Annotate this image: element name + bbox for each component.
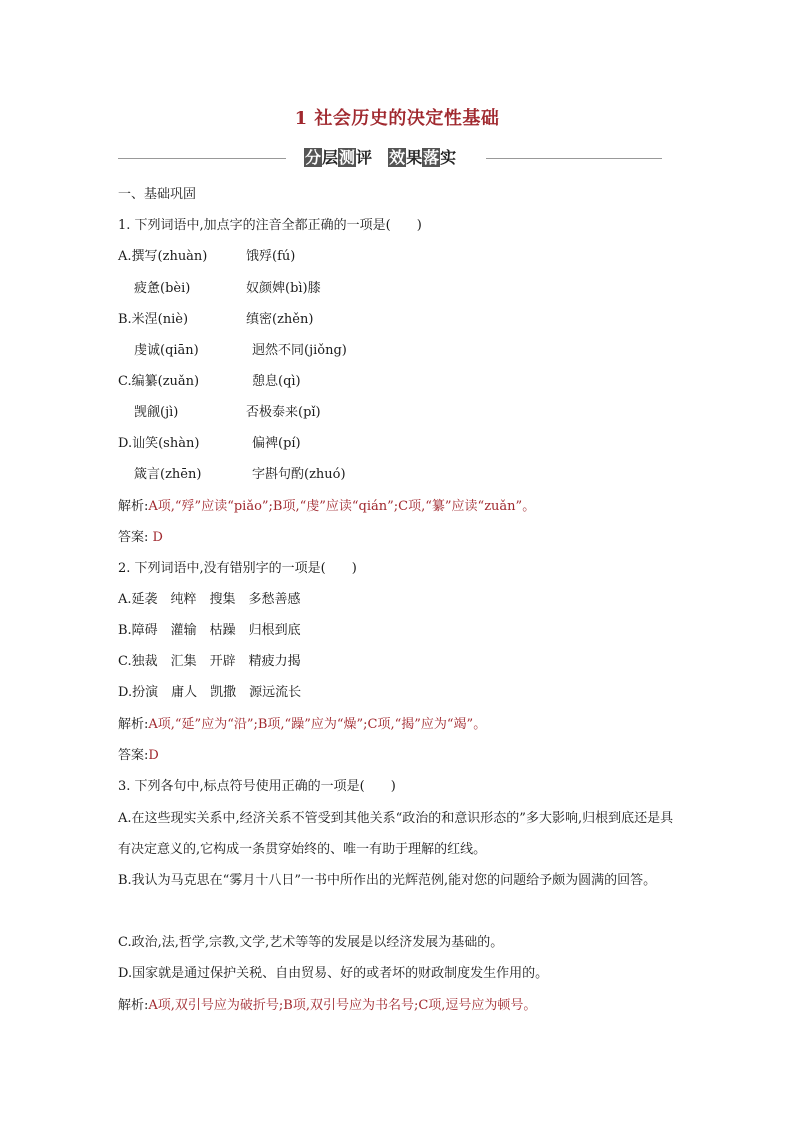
q1-option-c-row1: [118, 373, 678, 391]
q3-stem: 3. 下列各句中,标点符号使用正确的一项是( ): [118, 779, 396, 794]
answer-text: D: [148, 530, 163, 545]
q2-analysis: [118, 716, 678, 734]
analysis-label: 解析:: [118, 499, 149, 514]
q3-option-a: A.在这些现实关系中,经济关系不管受到其他关系“政治的和意识形态的”多大影响,归根到底还是具有决定意义的,它构成一条贯穿始终的、唯一有助于理解的红线。: [118, 811, 674, 857]
q3-option-b: B.我认为马克思在“雾月十八日”一书中所作出的光辉范例,能对您的问题给予颇为圆满的回答。: [118, 873, 657, 888]
banner-char: 层: [322, 148, 339, 167]
q1-option-text: A.撰写(zhuàn): [118, 249, 208, 264]
q1-option-b-row2: [134, 342, 694, 360]
q1-option-text: 箴言(zhēn): [134, 467, 202, 482]
banner-char: 实: [440, 148, 457, 167]
q1-answer: [118, 529, 678, 547]
banner-char-box: 测: [339, 148, 356, 167]
q1-option-text: 疲惫(bèi): [134, 281, 191, 296]
q1-analysis: [118, 498, 678, 516]
page-title: 1 社会历史的决定性基础: [294, 108, 500, 129]
q1-option-d-row1: [118, 435, 678, 453]
answer-text: D: [148, 748, 159, 763]
q2-option-a: A.延袭 纯粹 搜集 多愁善感: [118, 592, 301, 607]
banner-rule-right: [486, 158, 662, 159]
q1-option-text: 否极泰来(pǐ): [246, 405, 321, 420]
banner-char-box: 分: [305, 148, 322, 167]
q1-option-d-row2: [134, 466, 694, 484]
q1-option-text: 饿殍(fú): [246, 249, 296, 264]
q1-option-text: B.米涅(niè): [118, 312, 189, 327]
analysis-text: A项,“延”应为“沿”;B项,“躁”应为“燥”;C项,“揭”应为“竭”。: [148, 717, 487, 732]
q1-option-text: D.讪笑(shàn): [118, 436, 200, 451]
analysis-text: A项,“殍”应读“piǎo”;B项,“虔”应读“qián”;C项,“纂”应读“zuǎn”。: [148, 499, 536, 514]
analysis-label: 解析:: [118, 717, 149, 732]
q1-option-text: 缜密(zhěn): [246, 312, 314, 327]
section-banner: [118, 146, 662, 170]
q1-option-text: 字斟句酌(zhuó): [252, 467, 346, 482]
answer-label: 答案:: [118, 748, 149, 763]
banner-char-box: 落: [423, 148, 440, 167]
analysis-text: A项,双引号应为破折号;B项,双引号应为书名号;C项,逗号应为顿号。: [148, 998, 537, 1013]
q1-option-text: C.编纂(zuǎn): [118, 374, 200, 389]
answer-label: 答案:: [118, 530, 149, 545]
q3-option-d: D.国家就是通过保护关税、自由贸易、好的或者坏的财政制度发生作用的。: [118, 966, 549, 981]
q3-analysis: [118, 997, 678, 1015]
q2-option-d: D.扮演 庸人 凯撒 源远流长: [118, 685, 302, 700]
q1-option-text: 迥然不同(jiǒng): [252, 343, 347, 358]
q2-option-c: C.独裁 汇集 开辟 精疲力揭: [118, 654, 301, 669]
banner-char: 果: [406, 148, 423, 167]
q3-option-c: C.政治,法,哲学,宗教,文学,艺术等等的发展是以经济发展为基础的。: [118, 935, 504, 950]
analysis-label: 解析:: [118, 998, 149, 1013]
q1-option-b-row1: [118, 311, 678, 329]
q1-option-text: 偏裨(pí): [252, 436, 301, 451]
banner-char: 评: [356, 148, 373, 167]
q1-option-text: 奴颜婢(bì)膝: [246, 281, 321, 296]
q2-answer: [118, 747, 678, 765]
section-heading: 一、基础巩固: [118, 187, 197, 202]
banner-heading: [304, 146, 484, 170]
q1-option-text: 觊觎(jì): [134, 405, 179, 420]
q1-option-text: 虔诚(qiān): [134, 343, 199, 358]
q1-option-a-row1: [118, 248, 678, 266]
q2-option-b: B.障碍 灌输 枯躁 归根到底: [118, 623, 301, 638]
q1-option-c-row2: [134, 404, 694, 422]
q2-stem: 2. 下列词语中,没有错别字的一项是( ): [118, 561, 357, 576]
banner-rule-left: [118, 158, 286, 159]
q1-stem: 1. 下列词语中,加点字的注音全都正确的一项是( ): [118, 218, 422, 233]
banner-char-box: 效: [389, 148, 406, 167]
q1-option-text: 憩息(qì): [252, 374, 301, 389]
q1-option-a-row2: [134, 280, 694, 298]
